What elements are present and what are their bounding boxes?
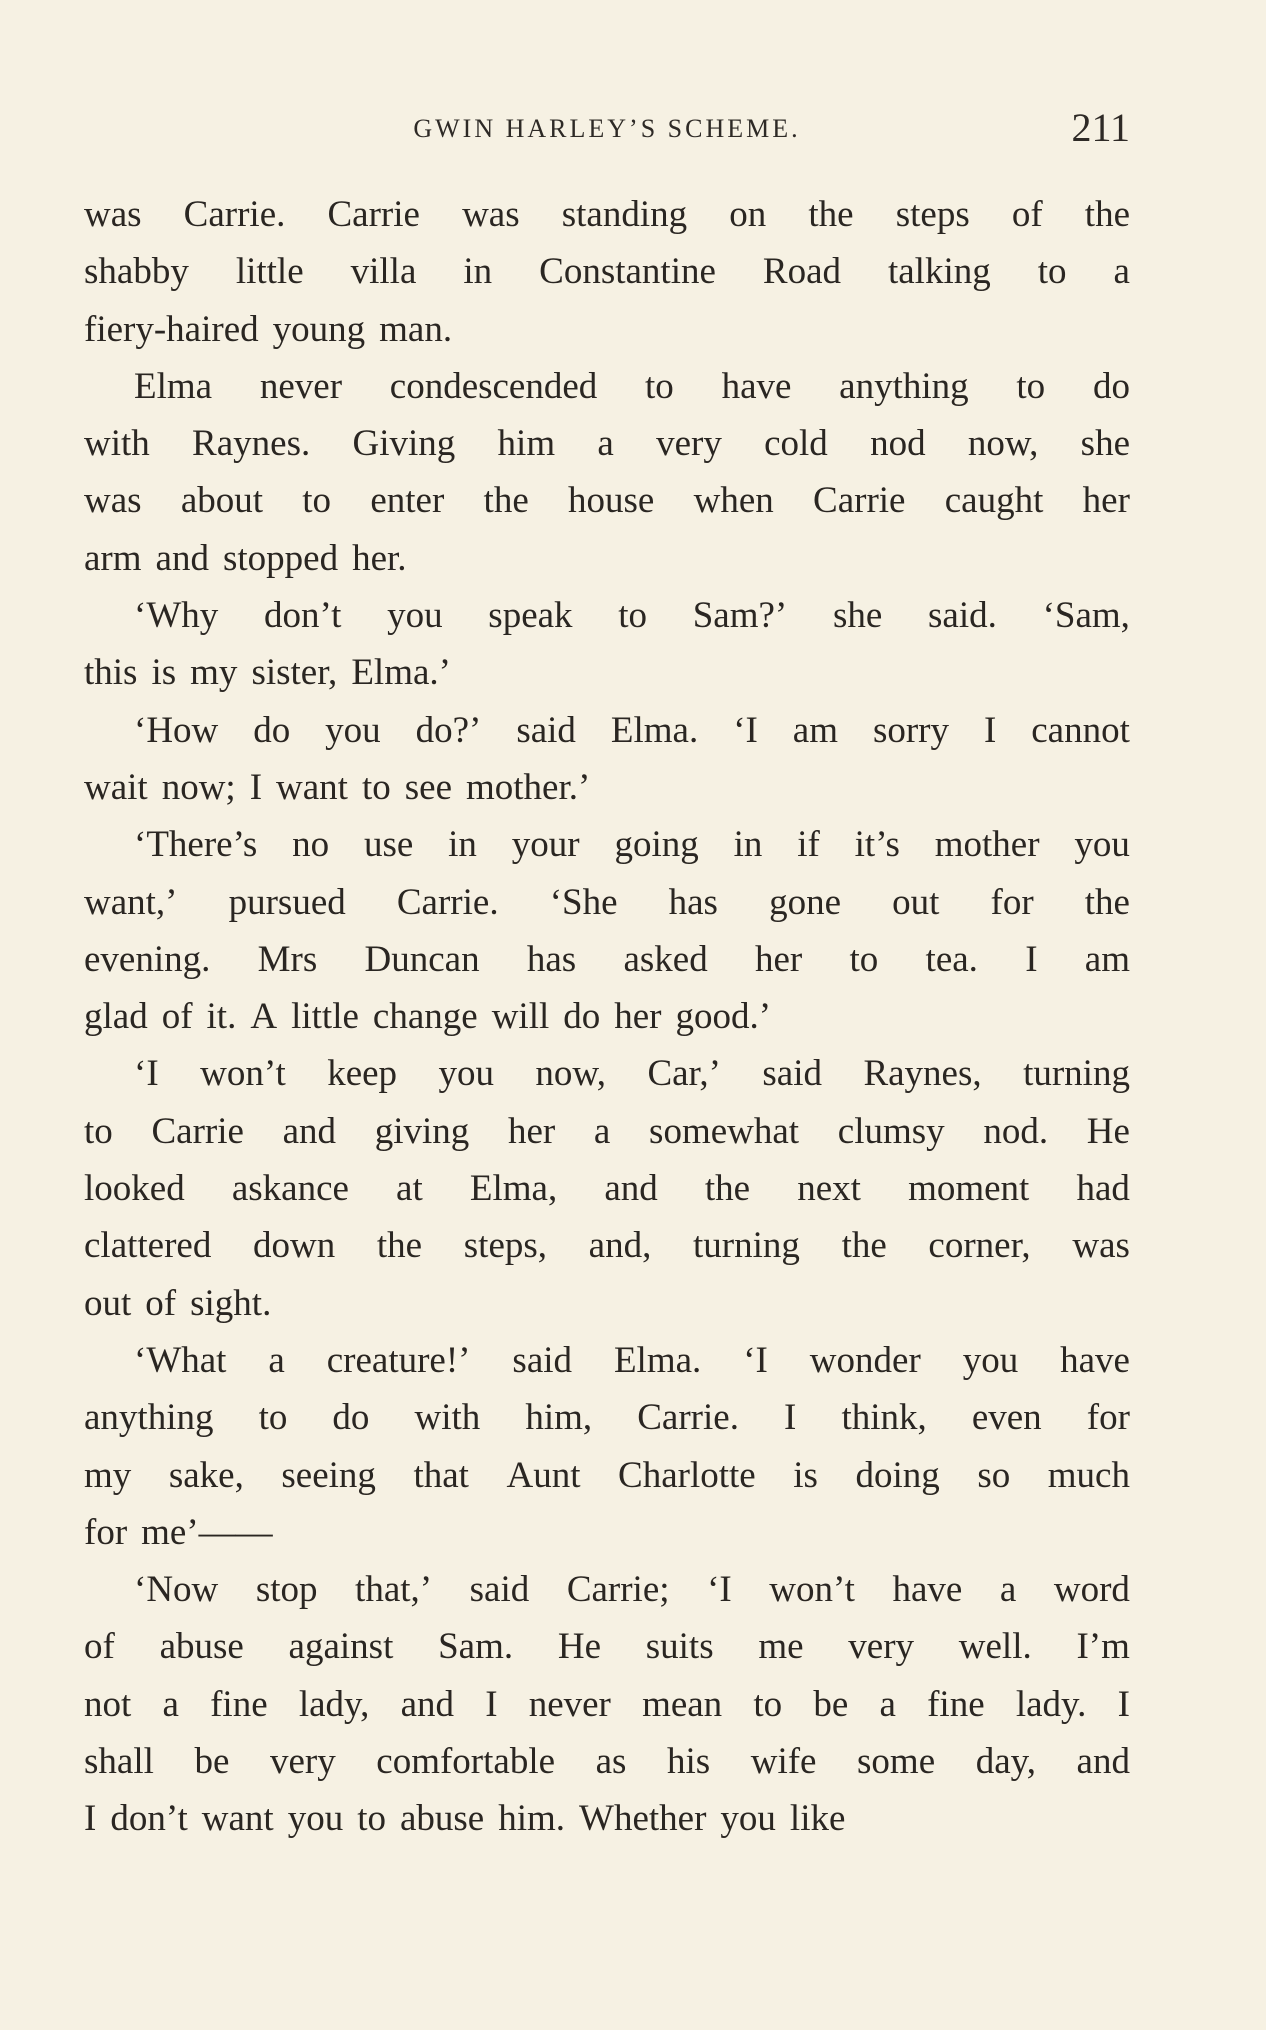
text-line: with Raynes. Giving him a very cold nod now, she [84, 423, 1130, 465]
text-line: for me’—— [84, 1511, 273, 1553]
text-line: ‘Why don’t you speak to Sam?’ she said. ‘Sam, [134, 595, 1130, 637]
text-line: evening. Mrs Duncan has asked her to tea. I am [84, 938, 1130, 980]
text-line: ‘What a creature!’ said Elma. ‘I wonder you have [134, 1339, 1130, 1381]
page-number: 211 [1071, 105, 1130, 150]
text-line: my sake, seeing that Aunt Charlotte is doing so much [84, 1454, 1130, 1496]
text-line: ‘I won’t keep you now, Car,’ said Raynes, turning [134, 1053, 1130, 1095]
text-line: looked askance at Elma, and the next moment had [84, 1168, 1130, 1210]
text-line: want,’ pursued Carrie. ‘She has gone out for the [84, 881, 1130, 923]
text-line: ‘Now stop that,’ said Carrie; ‘I won’t have a word [134, 1569, 1130, 1611]
text-line: shall be very comfortable as his wife some day, and [84, 1741, 1130, 1783]
text-line: out of sight. [84, 1282, 272, 1324]
text-line: ‘There’s no use in your going in if it’s mother you [134, 824, 1130, 866]
text-line: to Carrie and giving her a somewhat clumsy nod. He [84, 1110, 1130, 1152]
text-line: this is my sister, Elma.’ [84, 652, 451, 694]
text-line: was about to enter the house when Carrie caught her [84, 480, 1130, 522]
text-line: ‘How do you do?’ said Elma. ‘I am sorry I cannot [134, 709, 1130, 751]
text-line: I don’t want you to abuse him. Whether you like [84, 1798, 846, 1840]
text-line: was Carrie. Carrie was standing on the steps of the [84, 194, 1130, 235]
running-head [84, 104, 1130, 152]
text-line: arm and stopped her. [84, 537, 407, 579]
body-text [84, 186, 1130, 1848]
text-line: glad of it. A little change will do her good.’ [84, 996, 772, 1038]
text-line: clattered down the steps, and, turning the corner, was [84, 1225, 1130, 1267]
text-line: of abuse against Sam. He suits me very well. I’m [84, 1626, 1130, 1668]
running-title: GWIN HARLEY’S SCHEME. [413, 114, 801, 143]
text-line: fiery-haired young man. [84, 308, 453, 350]
text-line: wait now; I want to see mother.’ [84, 766, 591, 808]
text-line: shabby little villa in Constantine Road talking to a [84, 251, 1130, 293]
text-line: not a fine lady, and I never mean to be a fine lady. I [84, 1683, 1130, 1725]
text-line: Elma never condescended to have anything to do [134, 365, 1130, 407]
text-line: anything to do with him, Carrie. I think, even for [84, 1397, 1130, 1439]
